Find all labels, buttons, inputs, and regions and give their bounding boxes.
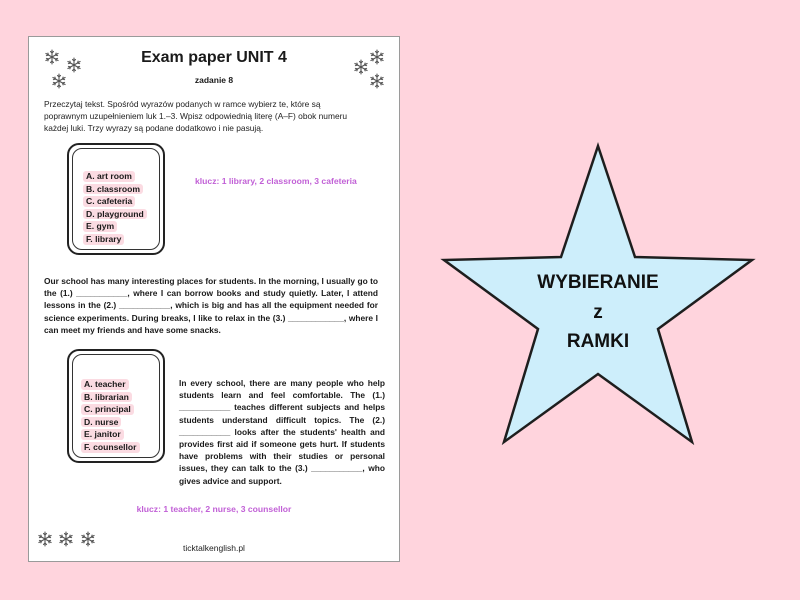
answer-key-2: klucz: 1 teacher, 2 nurse, 3 counsellor (136, 504, 292, 514)
answer-key-1: klucz: 1 library, 2 classroom, 3 cafeteria (195, 176, 357, 186)
worksheet-page (28, 36, 400, 562)
option-item: C. principal (81, 404, 134, 415)
footer-website: ticktalkenglish.pl (183, 543, 245, 553)
task-instructions: Przeczytaj tekst. Spośród wyrazów podanych w ramce wybierz te, które są poprawnym uzupełnieniem luk 1.–3. Wpisz odpowiednią literę (A–F) obok numeru każdej luki. Trzy wyrazy są podane dodatkowo i nie pasują. (44, 99, 348, 133)
option-item: B. classroom (83, 184, 143, 195)
task-number: zadanie 8 (194, 75, 234, 85)
star-badge (440, 142, 756, 446)
option-item: F. library (83, 234, 124, 245)
reading-text-2: In every school, there are many people who help students learn and feel comfortable. The (1.) ___________ teaches different subjects and helps students understand difficult topics. The (2.) ___________ looks after the students' health and provides first aid if someone gets hurt. If students have problems with their studies or personal issues, they can talk to the (3.) ___________, who gives advice and support. (179, 378, 385, 486)
worksheet-title: Exam paper UNIT 4 (141, 49, 287, 66)
option-item: E. gym (83, 221, 117, 232)
option-item: B. librarian (81, 392, 132, 403)
word-box-2 (67, 349, 165, 463)
reading-text-1: Our school has many interesting places for students. In the morning, I usually go to the (1.) ___________, where I can borrow books and study quietly. Later, I attend lessons in the (2.) ___________, which is big and has all the equipment needed for science experiments. During breaks, I like to relax in the (3.) ____________, where I can meet my friends and have some snacks. (44, 276, 378, 335)
option-item: A. art room (83, 171, 135, 182)
option-item: C. cafeteria (83, 196, 135, 207)
option-item: D. nurse (81, 417, 121, 428)
option-item: F. counsellor (81, 442, 140, 453)
option-item: D. playground (83, 209, 147, 220)
star-icon (440, 142, 756, 446)
option-item: E. janitor (81, 429, 124, 440)
star-label-line3: RAMKI (566, 331, 630, 352)
option-item: A. teacher (81, 379, 129, 390)
star-label-line2: z (593, 302, 603, 323)
word-box-1 (67, 143, 165, 255)
star-label-line1: WYBIERANIE (537, 272, 659, 293)
